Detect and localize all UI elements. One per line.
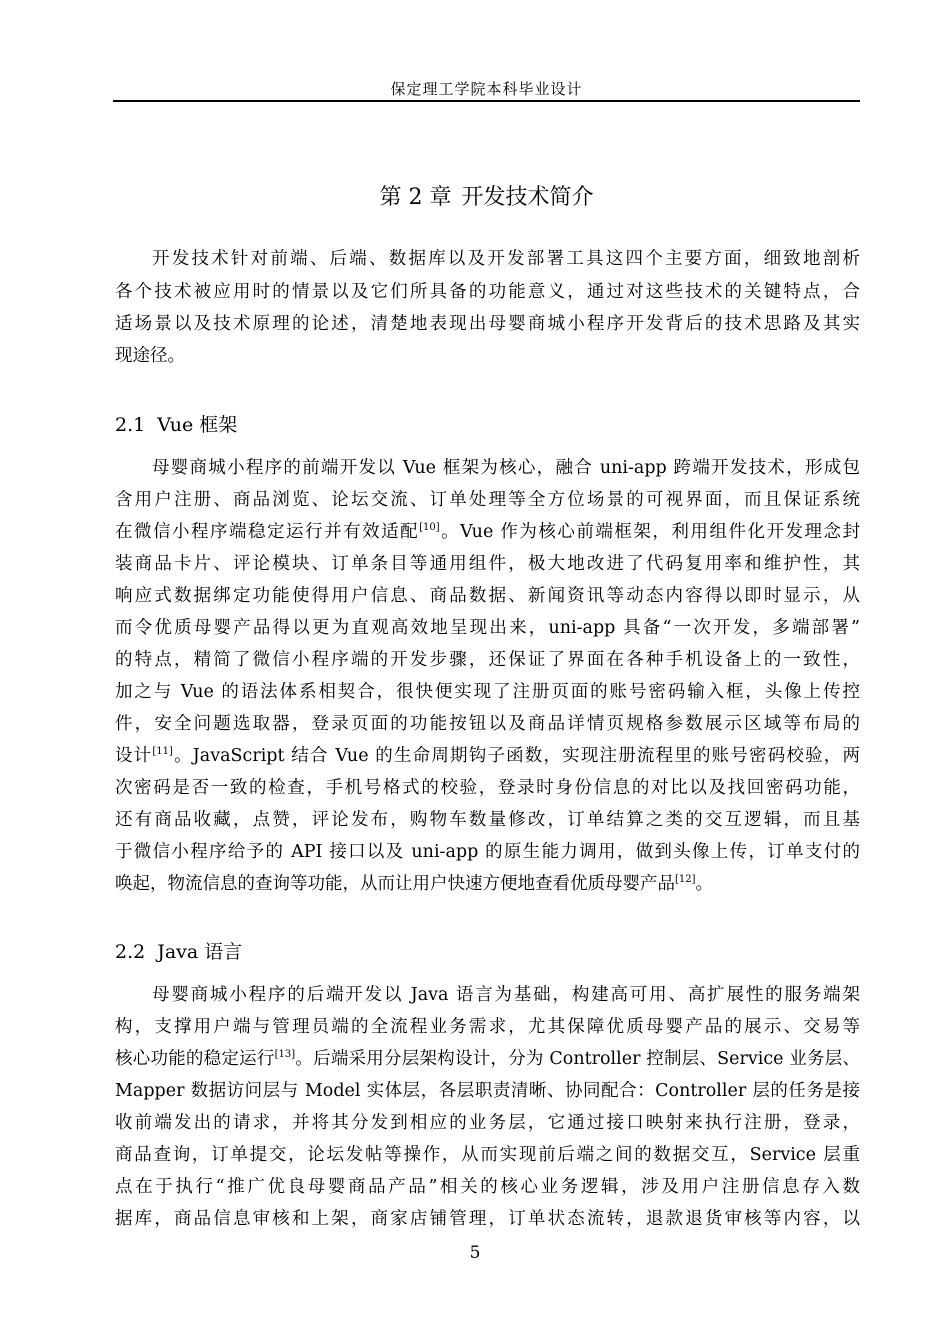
paragraph-line: 构，支撑用户端与管理员端的全流程业务需求，尤其保障优质母婴产品的展示、交易等 [115,1017,860,1037]
paragraph-line: 而令优质母婴产品得以更为直观高效地呈现出来，uni-app 具备“一次开发，多端部署” [115,618,860,638]
header-rule [113,100,860,102]
paragraph-line: 母婴商城小程序的后端开发以 Java 语言为基础，构建高可用、高扩展性的服务端架 [152,985,860,1005]
paragraph-line: 响应式数据绑定功能使得用户信息、商品数据、新闻资讯等动态内容得以即时显示，从 [115,586,860,606]
section-heading [115,413,237,437]
citation: [13] [274,1049,296,1061]
paragraph-line: 含用户注册、商品浏览、论坛交流、订单处理等全方位场景的可视界面，而且保证系统 [115,490,860,510]
paragraph-line: Mapper 数据访问层与 Model 实体层，各层职责清晰、协同配合：Controller 层的任务是接 [115,1081,860,1101]
paragraph-line: 的特点，精简了微信小程序端的开发步骤，还保证了界面在各种手机设备上的一致性， [115,650,860,670]
chapter-title [113,180,860,211]
paragraph-line: 设计[11]。JavaScript 结合 Vue 的生命周期钩子函数，实现注册流程里的账号密码校验，两 [115,746,860,766]
chapter-number: 第 2 章 [379,185,452,210]
citation: [11] [152,746,173,758]
paragraph-line: 各个技术被应用时的情景以及它们所具备的功能意义，通过对这些技术的关键特点，合 [115,282,860,302]
citation: [12] [675,874,696,886]
section-title: Vue 框架 [157,414,238,436]
paragraph-line: 商品查询，订单提交，论坛发帖等操作，从而实现前后端之间的数据交互，Service 层重 [115,1145,860,1165]
paragraph-line: 母婴商城小程序的前端开发以 Vue 框架为核心，融合 uni-app 跨端开发技术，形成包 [152,458,860,478]
paragraph-line: 适场景以及技术原理的论述，清楚地表现出母婴商城小程序开发背后的技术思路及其实 [115,314,860,334]
paragraph-line: 次密码是否一致的检查，手机号格式的校验，登录时身份信息的对比以及找回密码功能， [115,778,860,798]
page-header: 保定理工学院本科毕业设计 [390,80,583,98]
paragraph-line: 还有商品收藏，点赞，评论发布，购物车数量修改，订单结算之类的交互逻辑，而且基 [115,810,860,830]
section-heading [115,940,242,964]
page-number: 5 [469,1243,481,1263]
paragraph-line: 现途径。 [115,346,185,366]
chapter-name: 开发技术简介 [461,185,594,210]
citation: [10] [419,522,440,534]
paragraph-line: 在微信小程序端稳定运行并有效适配[10]。Vue 作为核心前端框架，利用组件化开发理念封 [115,522,860,542]
section-number: 2.2 [115,941,146,963]
paragraph-line: 点在于执行“推广优良母婴商品产品”相关的核心业务逻辑，涉及用户注册信息存入数 [115,1177,860,1197]
paragraph-line: 据库，商品信息审核和上架，商家店铺管理，订单状态流转，退款退货审核等内容，以 [115,1209,860,1229]
paragraph-line: 件，安全问题选取器，登录页面的功能按钮以及商品详情页规格参数展示区域等布局的 [115,714,860,734]
paragraph-line: 加之与 Vue 的语法体系相契合，很快便实现了注册页面的账号密码输入框，头像上传控 [115,682,860,702]
paragraph-line: 开发技术针对前端、后端、数据库以及开发部署工具这四个主要方面，细致地剖析 [152,249,860,269]
section-title: Java 语言 [157,941,243,963]
paragraph-line: 收前端发出的请求，并将其分发到相应的业务层，它通过接口映射来执行注册，登录， [115,1113,860,1133]
paragraph-line: 核心功能的稳定运行[13]。后端采用分层架构设计，分为 Controller 控制层、Service 业务层、 [115,1049,860,1069]
paragraph-line: 唤起，物流信息的查询等功能，从而让用户快速方便地查看优质母婴产品[12]。 [115,874,714,894]
section-number: 2.1 [115,414,146,436]
paragraph-line: 于微信小程序给予的 API 接口以及 uni-app 的原生能力调用，做到头像上传，订单支付的 [115,842,860,862]
paragraph-line: 装商品卡片、评论模块、订单条目等通用组件，极大地改进了代码复用率和维护性，其 [115,554,860,574]
